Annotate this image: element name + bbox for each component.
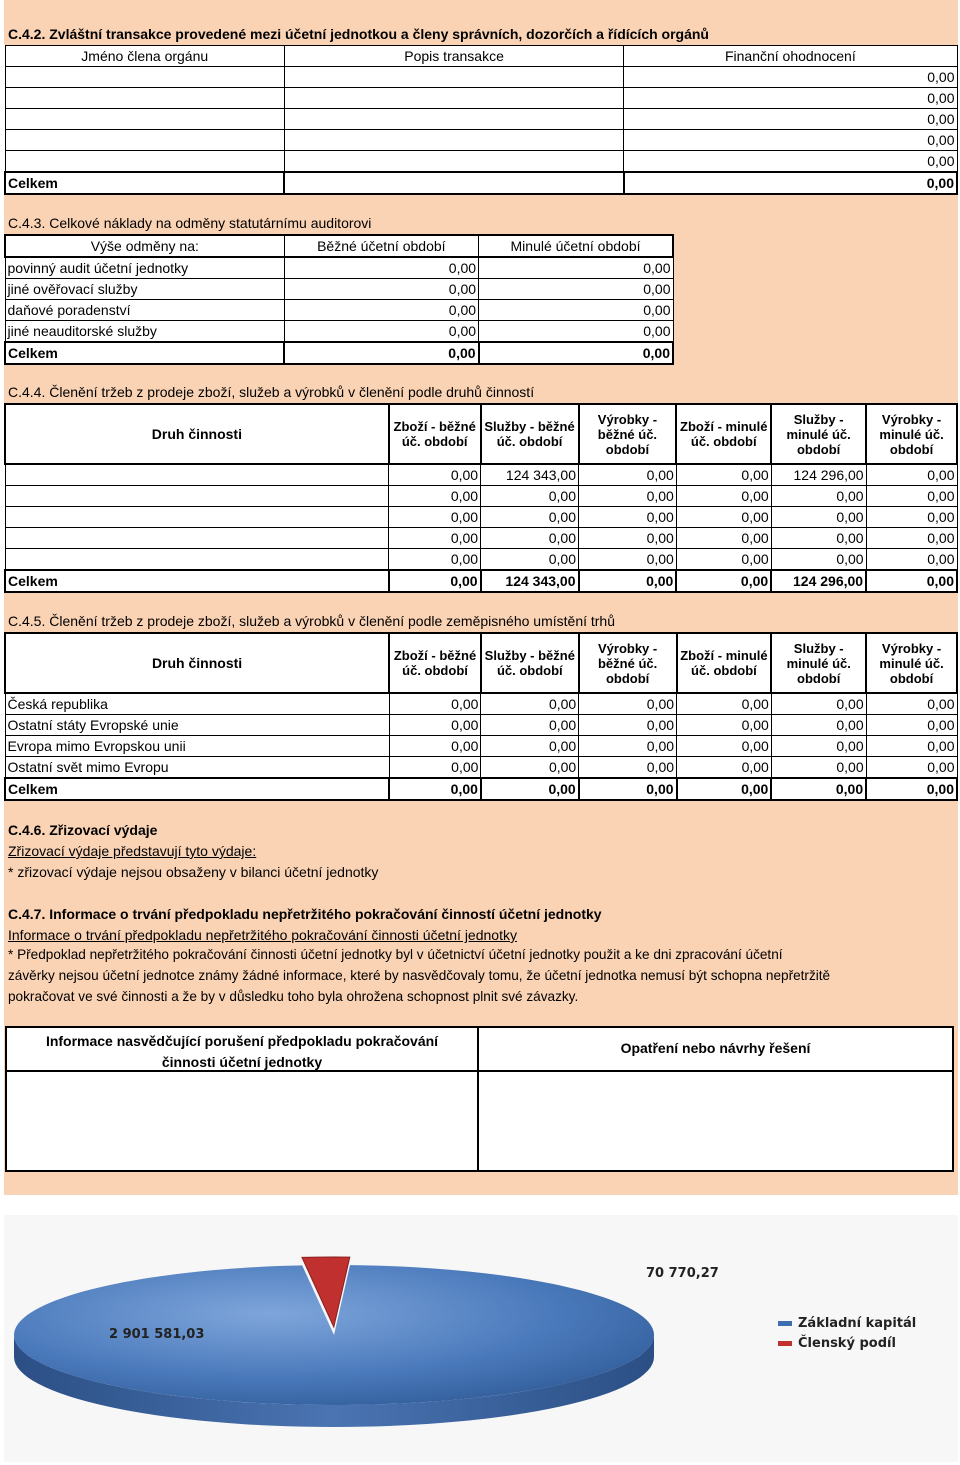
value-cell: 0,00 [624,151,957,173]
total-value: 0,00 [866,570,957,592]
value-cell: 0,00 [677,757,772,779]
value-cell: 0,00 [481,507,579,528]
value-cell: 0,00 [771,715,866,736]
value-cell: 124 343,00 [481,464,579,486]
section-47-subtitle: Informace o trvání předpokladu nepřetržitého pokračování činnosti účetní jednotky [8,927,517,943]
total-value: 0,00 [866,778,957,800]
value-cell: 0,00 [676,464,771,486]
value-cell: 0,00 [481,528,579,549]
value-cell: 0,00 [481,715,579,736]
section-45-title: C.4.5. Členění tržeb z prodeje zboží, služeb a výrobků v členění podle zeměpisného umístění trhů [8,613,616,629]
value-cell: 0,00 [866,549,957,571]
value-cell: 0,00 [284,300,478,321]
table-44 [4,403,958,593]
header-cell: Výrobky - minulé úč. období [866,633,957,693]
pie-value-label: 2 901 581,03 [109,1327,205,1342]
value-cell: 0,00 [579,464,677,486]
section-46-title: C.4.6. Zřizovací výdaje [8,822,158,838]
measures-header-right: Opatření nebo návrhy řešení [620,1040,811,1056]
header-cell: Výše odměny na: [5,235,284,257]
value-cell: 0,00 [579,757,677,779]
value-cell: 0,00 [481,549,579,571]
row-label: jiné ověřovací služby [5,279,284,300]
total-value: 0,00 [771,778,866,800]
value-cell: 0,00 [479,300,673,321]
value-cell: 0,00 [284,257,478,279]
value-cell: 0,00 [624,88,957,109]
section-43-title: C.4.3. Celkové náklady na odměny statutárnímu auditorovi [8,215,372,231]
measures-header-left-line1: Informace nasvědčující porušení předpokladu pokračování [45,1033,439,1049]
value-cell: 0,00 [579,715,677,736]
measures-header-left-line2: činnosti účetní jednotky [161,1054,323,1070]
section-46-text: * zřizovací výdaje nejsou obsaženy v bilanci účetní jednotky [8,864,379,880]
header-cell: Druh činnosti [5,404,389,464]
value-cell: 0,00 [771,757,866,779]
value-cell: 0,00 [481,757,579,779]
value-cell: 0,00 [389,507,481,528]
row-label: daňové poradenství [5,300,284,321]
table-43 [4,234,674,365]
total-value: 0,00 [624,172,957,194]
value-cell: 0,00 [624,67,957,88]
table-45 [4,632,958,801]
measures-box [5,1026,954,1172]
measures-header-right-cell [479,1028,952,1072]
header-cell: Zboží - minulé úč. období [677,633,772,693]
value-cell: 0,00 [579,549,677,571]
value-cell: 0,00 [676,486,771,507]
pie-chart [4,1215,958,1462]
value-cell: 0,00 [389,757,481,779]
total-label: Celkem [5,172,284,194]
header-cell: Služby - minulé úč. období [771,633,866,693]
header-cell: Zboží - běžné úč. období [389,633,481,693]
legend-swatch [778,1341,792,1346]
value-cell: 0,00 [771,736,866,757]
value-cell: 0,00 [624,109,957,130]
value-cell: 0,00 [389,736,481,757]
value-cell: 0,00 [481,736,579,757]
legend-label: Členský podíl [798,1336,896,1351]
section-47-line: * Předpoklad nepřetržitého pokračování činnosti účetní jednotky byl v účetnictví účetní jednotky použit a ke dni zpracování účetní [8,947,783,962]
value-cell: 0,00 [579,486,677,507]
value-cell: 0,00 [389,528,481,549]
table-42 [4,45,958,195]
legend-label: Základní kapitál [798,1316,917,1331]
section-44-title: C.4.4. Členění tržeb z prodeje zboží, služeb a výrobků v členění podle druhů činností [8,384,535,400]
value-cell: 124 296,00 [771,464,866,486]
total-value: 0,00 [284,342,478,364]
value-cell: 0,00 [579,528,677,549]
row-label: Evropa mimo Evropskou unii [5,736,389,757]
value-cell: 0,00 [866,486,957,507]
value-cell: 0,00 [771,693,866,715]
value-cell: 0,00 [389,486,481,507]
value-cell: 0,00 [481,693,579,715]
value-cell: 0,00 [677,693,772,715]
header-cell: Výrobky - běžné úč. období [579,633,677,693]
value-cell: 0,00 [771,486,866,507]
row-label: Ostatní svět mimo Evropu [5,757,389,779]
value-cell: 0,00 [866,757,957,779]
value-cell: 0,00 [579,736,677,757]
header-cell: Běžné účetní období [284,235,478,257]
header-cell: Popis transakce [284,46,623,67]
value-cell: 0,00 [624,130,957,151]
section-47-line: pokračovat ve své činnosti a že by v důsledku toho byla ohrožena schopnost plnit své závazky. [8,989,579,1004]
section-46-subtitle: Zřizovací výdaje představují tyto výdaje: [8,843,257,859]
value-cell: 0,00 [479,257,673,279]
value-cell: 0,00 [866,715,957,736]
total-value: 0,00 [479,342,673,364]
total-value: 0,00 [676,570,771,592]
value-cell: 0,00 [481,486,579,507]
total-label: Celkem [5,778,389,800]
row-label: Ostatní státy Evropské unie [5,715,389,736]
total-value: 0,00 [389,778,481,800]
value-cell: 0,00 [771,528,866,549]
value-cell: 0,00 [676,528,771,549]
total-value: 0,00 [579,570,677,592]
total-value: 124 343,00 [481,570,579,592]
header-cell: Druh činnosti [5,633,389,693]
pie-chart-panel [4,1215,958,1462]
total-value: 124 296,00 [771,570,866,592]
header-cell: Jméno člena orgánu [5,46,284,67]
value-cell: 0,00 [866,507,957,528]
value-cell: 0,00 [866,464,957,486]
value-cell: 0,00 [284,279,478,300]
value-cell: 0,00 [866,736,957,757]
value-cell: 0,00 [284,321,478,343]
header-cell: Služby - minulé úč. období [771,404,866,464]
row-label: Česká republika [5,693,389,715]
measures-header-left [7,1028,479,1072]
total-value: 0,00 [481,778,579,800]
total-value: 0,00 [677,778,772,800]
pie-value-label: 70 770,27 [646,1266,719,1281]
header-cell: Výrobky - minulé úč. období [866,404,957,464]
value-cell: 0,00 [771,507,866,528]
section-47-line: závěrky nejsou účetní jednotce známy žádné informace, které by nasvědčovaly tomu, že účetní jednotka nemusí být schopna nepřetržitě [8,968,831,983]
section-42-title: C.4.2. Zvláštní transakce provedené mezi účetní jednotkou a členy správních, dozorčích a řídících orgánů [8,26,709,42]
value-cell: 0,00 [677,736,772,757]
value-cell: 0,00 [579,693,677,715]
value-cell: 0,00 [389,464,481,486]
value-cell: 0,00 [389,693,481,715]
row-label: jiné neauditorské služby [5,321,284,343]
header-cell: Minulé účetní období [479,235,673,257]
value-cell: 0,00 [579,507,677,528]
total-value: 0,00 [389,570,481,592]
header-cell: Služby - běžné úč. období [481,404,579,464]
total-label: Celkem [5,342,284,364]
row-label: povinný audit účetní jednotky [5,257,284,279]
value-cell: 0,00 [389,715,481,736]
value-cell: 0,00 [771,549,866,571]
value-cell: 0,00 [866,528,957,549]
value-cell: 0,00 [677,715,772,736]
header-cell: Zboží - běžné úč. období [389,404,481,464]
value-cell: 0,00 [389,549,481,571]
value-cell: 0,00 [676,507,771,528]
section-47-title: C.4.7. Informace o trvání předpokladu nepřetržitého pokračování činností účetní jednotky [8,906,602,922]
header-cell: Finanční ohodnocení [624,46,957,67]
value-cell: 0,00 [866,693,957,715]
legend-swatch [778,1321,792,1326]
value-cell: 0,00 [676,549,771,571]
value-cell: 0,00 [479,279,673,300]
value-cell: 0,00 [479,321,673,343]
header-cell: Zboží - minulé úč. období [676,404,771,464]
header-cell: Služby - běžné úč. období [481,633,579,693]
total-label: Celkem [5,570,389,592]
total-value: 0,00 [579,778,677,800]
header-cell: Výrobky - běžné úč. období [579,404,677,464]
measures-divider [477,1070,479,1170]
